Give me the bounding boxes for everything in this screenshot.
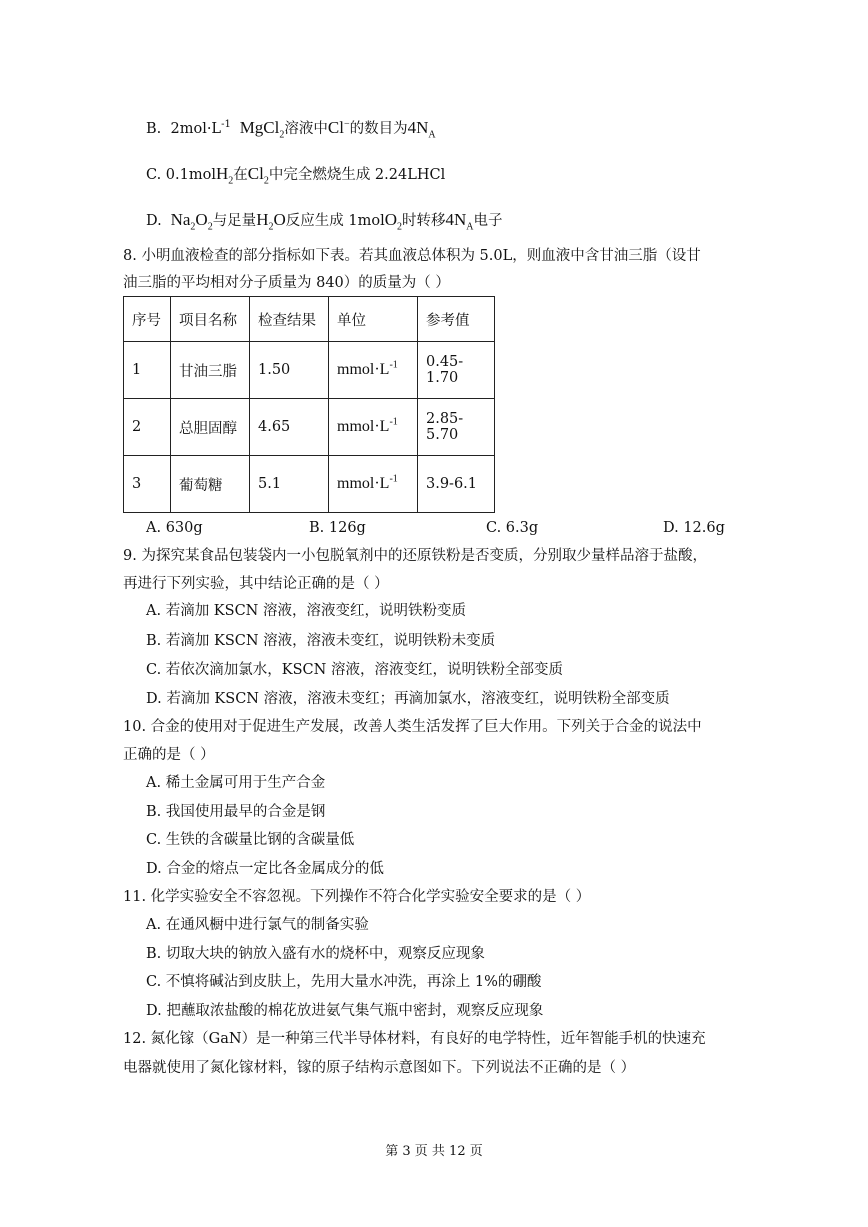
q11-option-c: C. 不慎将碱沾到皮肤上，先用大量水冲洗，再涂上 1%的硼酸: [146, 974, 542, 990]
page-footer: 第 3 页 共 12 页: [385, 1144, 483, 1159]
header-cell: 单位: [329, 297, 418, 342]
q11-option-d: D. 把蘸取浓盐酸的棉花放进氨气集气瓶中密封，观察反应现象: [146, 1003, 544, 1019]
table-row: 1 甘油三脂 1.50 $mmol\cdot L^{-1}$ 0.45-1.70: [124, 342, 495, 399]
blood-test-table: [123, 296, 495, 513]
q10-option-c: C. 生铁的含碳量比钢的含碳量低: [146, 832, 355, 848]
q9-option-b: B. 若滴加 KSCN 溶液，溶液未变红，说明铁粉未变质: [146, 633, 496, 649]
q10-stem-line2: 正确的是（ ）: [123, 747, 215, 763]
q8-stem-line2: 油三脂的平均相对分子质量为 840）的质量为（ ）: [123, 275, 450, 291]
q9-option-c: C. 若依次滴加氯水，KSCN 溶液，溶液变红，说明铁粉全部变质: [146, 662, 563, 678]
concentration: $2mol\cdot L^{-1}$: [170, 119, 231, 137]
q12-stem-line1: 12. 氮化镓（GaN）是一种第三代半导体材料，有良好的电学特性，近年智能手机的快速充: [123, 1031, 706, 1047]
q8-stem-line1: 8. 小明血液检查的部分指标如下表。若其血液总体积为 5.0L，则血液中含甘油三脂（设甘: [123, 248, 701, 264]
q12-stem-line2: 电器就使用了氮化镓材料，镓的原子结构示意图如下。下列说法不正确的是（ ）: [123, 1060, 636, 1076]
q8-option-c: C. 6.3g: [486, 520, 539, 536]
table-row: 3 葡萄糖 5.1 $mmol\cdot L^{-1}$ 3.9-6.1: [124, 456, 495, 513]
q9-option-a: A. 若滴加 KSCN 溶液，溶液变红，说明铁粉变质: [146, 603, 466, 619]
q10-option-a: A. 稀土金属可用于生产合金: [146, 775, 326, 791]
q8-option-a: A. 630g: [146, 520, 203, 536]
header-cell: 序号: [124, 297, 171, 342]
q7-option-c: C. 0.1molH$_2$在$Cl_2$中完全燃烧生成 2.24LHCl: [146, 164, 446, 187]
header-cell: 项目名称: [171, 297, 250, 342]
q11-option-a: A. 在通风橱中进行氯气的制备实验: [146, 917, 369, 933]
q11-option-b: B. 切取大块的钠放入盛有水的烧杯中，观察反应现象: [146, 946, 485, 962]
q7-option-b: B. $2mol\cdot L^{-1}$ MgCl$_2$溶液中Cl−的数目为$4N_A$: [146, 118, 436, 141]
q9-stem-line1: 9. 为探究某食品包装袋内一小包脱氧剂中的还原铁粉是否变质，分别取少量样品溶于盐酸，: [123, 548, 707, 564]
q9-stem-line2: 再进行下列实验，其中结论正确的是（ ）: [123, 576, 389, 592]
q11-stem: 11. 化学实验安全不容忽视。下列操作不符合化学实验安全要求的是（ ）: [123, 889, 591, 905]
table-row: 2 总胆固醇 4.65 $mmol\cdot L^{-1}$ 2.85-5.70: [124, 399, 495, 456]
q10-option-d: D. 合金的熔点一定比各金属成分的低: [146, 861, 384, 877]
q10-option-b: B. 我国使用最早的合金是钢: [146, 804, 326, 820]
table-header-row: [124, 297, 495, 342]
q7-option-d: D. $Na_2O_2$与足量$H_2O$反应生成 1molO$_2$时转移$4N_A$电子: [146, 210, 503, 233]
header-cell: 参考值: [418, 297, 495, 342]
q9-option-d: D. 若滴加 KSCN 溶液，溶液未变红；再滴加氯水，溶液变红，说明铁粉全部变质: [146, 691, 670, 707]
q8-option-d: D. 12.6g: [663, 520, 725, 536]
header-cell: 检查结果: [250, 297, 329, 342]
q8-option-b: B. 126g: [309, 520, 366, 536]
q10-stem-line1: 10. 合金的使用对于促进生产发展，改善人类生活发挥了巨大作用。下列关于合金的说法中: [123, 719, 702, 735]
